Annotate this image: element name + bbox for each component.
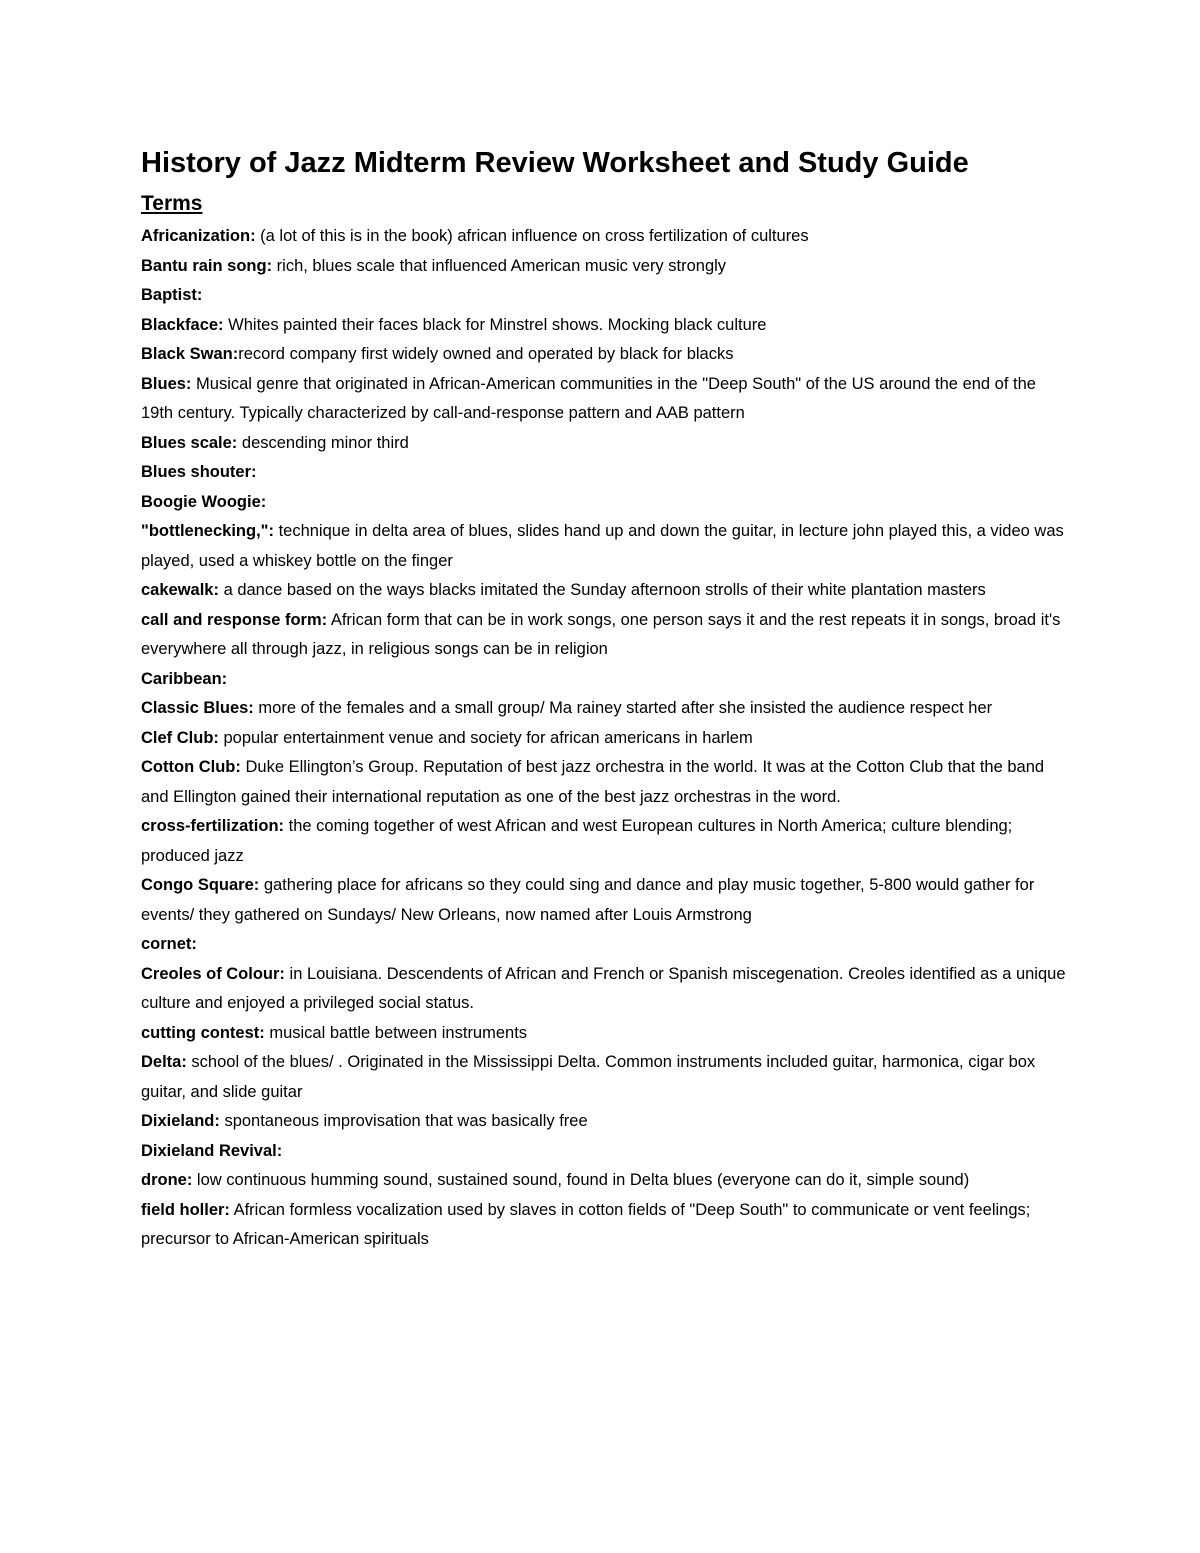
term-entry <box>141 812 1071 871</box>
term-entry <box>141 606 1071 665</box>
term-entry <box>141 724 1071 754</box>
term-name: call and response form: <box>141 610 328 629</box>
term-entry <box>141 517 1071 576</box>
term-name: Blues shouter: <box>141 463 257 481</box>
term-name: Blackface: <box>141 315 224 334</box>
term-name: drone: <box>141 1171 193 1189</box>
document-title: History of Jazz Midterm Review Worksheet and Study Guide <box>141 147 969 179</box>
term-name: Blues scale: <box>141 433 238 452</box>
document-page <box>141 140 1071 1255</box>
section-heading-terms: Terms <box>141 192 203 215</box>
term-entry <box>141 1137 1071 1167</box>
term-definition: Duke Ellington’s Group. Reputation of best jazz orchestra in the world. It was at the Cotton Club that the band and Ellington gained their international reputation as one of the best jazz orchestras in the word. <box>141 758 1045 806</box>
term-name: Cotton Club: <box>141 758 241 776</box>
term-name: Classic Blues: <box>141 699 254 717</box>
term-definition: the coming together of west African and west European cultures in North America; culture blending; produced jazz <box>141 817 1013 865</box>
term-entry <box>141 1048 1071 1107</box>
term-definition: (a lot of this is in the book) african influence on cross fertilization of cultures <box>255 227 809 245</box>
term-entry <box>141 252 1071 282</box>
term-name: Bantu rain song: <box>141 256 273 275</box>
term-definition: popular entertainment venue and society for african americans in harlem <box>218 728 753 747</box>
term-name: Boogie Woogie: <box>141 492 267 511</box>
term-entry <box>141 222 1071 252</box>
term-definition: gathering place for africans so they could sing and dance and play music together, 5-800 would gather for events/ they gathered on Sundays/ New Orleans, now named after Louis Armstrong <box>141 876 1035 924</box>
term-entry <box>141 1196 1071 1255</box>
term-name: cutting contest: <box>141 1023 265 1042</box>
term-definition: spontaneous improvisation that was basically free <box>219 1112 588 1130</box>
terms-list <box>141 222 1071 1255</box>
term-entry <box>141 960 1071 1019</box>
term-definition: a dance based on the ways blacks imitated the Sunday afternoon strolls of their white plantation masters <box>218 581 986 599</box>
term-name: Creoles of Colour: <box>141 964 285 983</box>
term-name: Africanization: <box>141 227 256 245</box>
term-name: cornet: <box>141 935 197 953</box>
term-name: Caribbean: <box>141 669 228 688</box>
term-entry <box>141 930 1071 960</box>
term-definition: school of the blues/ . Originated in the Mississippi Delta. Common instruments included guitar, harmonica, cigar box guitar, and slide guitar <box>141 1053 1036 1101</box>
term-definition: technique in delta area of blues, slides hand up and down the guitar, in lecture john played this, a video was played, used a whiskey bottle on the finger <box>141 522 1064 570</box>
term-definition: rich, blues scale that influenced American music very strongly <box>272 256 727 275</box>
term-definition: more of the females and a small group/ Ma rainey started after she insisted the audience respect her <box>253 699 993 717</box>
term-definition: record company first widely owned and operated by black for blacks <box>238 345 734 363</box>
term-definition: low continuous humming sound, sustained sound, found in Delta blues (everyone can do it, simple sound) <box>192 1171 970 1189</box>
term-entry <box>141 694 1071 724</box>
term-entry <box>141 429 1071 459</box>
term-entry <box>141 1019 1071 1049</box>
term-name: Clef Club: <box>141 728 219 747</box>
term-entry <box>141 340 1071 370</box>
term-entry <box>141 488 1071 518</box>
term-entry <box>141 458 1071 488</box>
term-entry <box>141 370 1071 429</box>
term-entry <box>141 871 1071 930</box>
term-name: Dixieland: <box>141 1112 220 1130</box>
term-entry <box>141 1107 1071 1137</box>
term-definition: African form that can be in work songs, one person says it and the rest repeats it in songs, broad it's everywhere all through jazz, in religious songs can be in religion <box>141 610 1061 658</box>
term-name: cross-fertilization: <box>141 817 285 835</box>
term-definition: descending minor third <box>237 433 409 452</box>
term-definition: African formless vocalization used by slaves in cotton fields of "Deep South" to communicate or vent feelings; precursor to African-American spirituals <box>141 1200 1031 1248</box>
term-name: cakewalk: <box>141 581 219 599</box>
term-name: Dixieland Revival: <box>141 1141 283 1160</box>
term-name: Congo Square: <box>141 876 260 894</box>
term-definition: in Louisiana. Descendents of African and French or Spanish miscegenation. Creoles identified as a unique culture and enjoyed a privileged social status. <box>141 964 1066 1012</box>
term-entry <box>141 281 1071 311</box>
term-entry <box>141 311 1071 341</box>
term-entry <box>141 1166 1071 1196</box>
term-entry <box>141 576 1071 606</box>
term-definition: musical battle between instruments <box>264 1023 528 1042</box>
term-name: Black Swan: <box>141 345 239 363</box>
term-name: Blues: <box>141 374 192 393</box>
term-name: Baptist: <box>141 286 203 304</box>
term-entry <box>141 665 1071 695</box>
term-definition: Whites painted their faces black for Minstrel shows. Mocking black culture <box>223 315 767 334</box>
term-name: "bottlenecking,": <box>141 522 274 540</box>
term-name: Delta: <box>141 1053 187 1071</box>
term-definition: Musical genre that originated in African-American communities in the "Deep South" of the US around the end of the 19th century. Typically characterized by call-and-response pattern and AAB pattern <box>141 374 1036 422</box>
term-name: field holler: <box>141 1200 230 1219</box>
term-entry <box>141 753 1071 812</box>
